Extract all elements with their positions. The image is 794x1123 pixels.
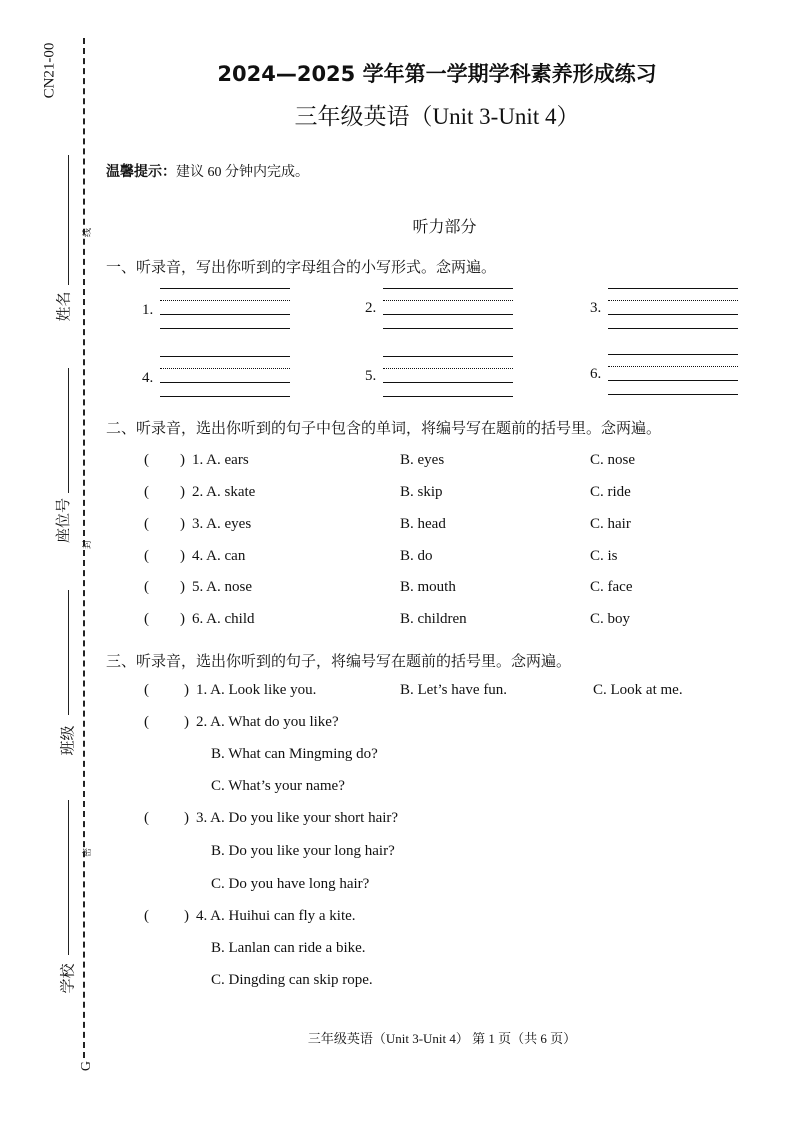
option-b: B. head: [400, 516, 446, 532]
option-b: B. skip: [400, 484, 443, 500]
option-c: C. Look at me.: [593, 682, 683, 698]
seat-underline: [68, 368, 69, 493]
option-b: B. do: [400, 548, 433, 564]
class-underline: [68, 590, 69, 715]
option-a: 3. A. eyes: [192, 516, 252, 532]
option-c: C. is: [590, 548, 618, 564]
bracket-close: ): [180, 516, 185, 532]
item-number: 3.: [590, 300, 602, 316]
answer-bracket[interactable]: (: [144, 714, 149, 730]
class-label: 班级: [60, 725, 77, 756]
answer-bracket[interactable]: (: [144, 516, 149, 532]
item-number: 5.: [365, 368, 377, 384]
option-c: C. What’s your name?: [211, 778, 345, 794]
bracket-close: ): [184, 908, 189, 924]
answer-bracket[interactable]: (: [144, 548, 149, 564]
option-b: B. Lanlan can ride a bike.: [211, 940, 366, 956]
answer-bracket[interactable]: (: [144, 908, 149, 924]
seal-mark-xian: 线: [82, 227, 93, 238]
bottom-mark: G: [79, 1060, 95, 1072]
item-number: 1.: [142, 302, 154, 318]
option-b: B. mouth: [400, 579, 456, 595]
option-b: B. Let’s have fun.: [400, 682, 508, 698]
answer-bracket[interactable]: (: [144, 611, 149, 627]
tip-text: 建议 60 分钟内完成。: [176, 165, 309, 180]
option-a: 1. A. ears: [192, 452, 249, 468]
section2-title: 二、听录音，选出你听到的句子中包含的单词，将编号写在题前的括号里。念两遍。: [106, 419, 662, 437]
bracket-close: ): [180, 611, 185, 627]
option-c: C. face: [590, 579, 633, 595]
option-c: C. boy: [590, 611, 631, 627]
answer-bracket[interactable]: (: [144, 682, 149, 698]
option-b: B. Do you like your long hair?: [211, 843, 395, 859]
option-c: C. ride: [590, 484, 631, 500]
answer-bracket[interactable]: (: [144, 484, 149, 500]
option-c: C. Dingding can skip rope.: [211, 972, 373, 988]
bracket-close: ): [180, 452, 185, 468]
option-c: C. hair: [590, 516, 631, 532]
item-number: 6.: [590, 366, 602, 382]
bracket-close: ): [184, 810, 189, 826]
option-c: C. nose: [590, 452, 635, 468]
option-a: 3. A. Do you like your short hair?: [196, 810, 399, 826]
school-underline: [68, 800, 69, 955]
option-a: 6. A. child: [192, 611, 255, 627]
option-b: B. eyes: [400, 452, 445, 468]
page-footer: 三年级英语（Unit 3-Unit 4） 第 1 页（共 6 页）: [307, 1031, 577, 1046]
option-a: 4. A. can: [192, 548, 246, 564]
option-a: 5. A. nose: [192, 579, 252, 595]
option-a: 2. A. skate: [192, 484, 256, 500]
seat-label: 座位号: [56, 497, 73, 544]
bracket-close: ): [184, 714, 189, 730]
bracket-close: ): [184, 682, 189, 698]
answer-bracket[interactable]: (: [144, 452, 149, 468]
seal-mark-mi: 密: [82, 847, 93, 858]
option-c: C. Do you have long hair?: [211, 876, 370, 892]
part-title: 听力部分: [412, 217, 477, 236]
exam-title: 2024—2025 学年第一学期学科素养形成练习: [217, 62, 657, 86]
option-a: 2. A. What do you like?: [196, 714, 339, 730]
school-label: 学校: [60, 963, 77, 994]
section1-title: 一、听录音，写出你听到的字母组合的小写形式。念两遍。: [106, 258, 497, 276]
section3-title: 三、听录音，选出你听到的句子，将编号写在题前的括号里。念两遍。: [106, 652, 572, 670]
item-number: 4.: [142, 370, 154, 386]
option-a: 4. A. Huihui can fly a kite.: [196, 908, 356, 924]
tip: [106, 161, 309, 181]
seal-mark-feng: 封: [82, 539, 93, 550]
bracket-close: ): [180, 579, 185, 595]
bracket-close: ): [180, 484, 185, 500]
exam-subtitle: 三年级英语（Unit 3-Unit 4）: [294, 104, 580, 129]
name-label: 姓名: [56, 291, 73, 322]
option-a: 1. A. Look like you.: [196, 682, 317, 698]
answer-bracket[interactable]: (: [144, 810, 149, 826]
option-b: B. What can Mingming do?: [211, 746, 378, 762]
answer-bracket[interactable]: (: [144, 579, 149, 595]
item-number: 2.: [365, 300, 377, 316]
tip-label: 温馨提示：: [106, 164, 176, 180]
bracket-close: ): [180, 548, 185, 564]
exam-code: CN21-00: [41, 42, 58, 99]
option-b: B. children: [400, 611, 467, 627]
